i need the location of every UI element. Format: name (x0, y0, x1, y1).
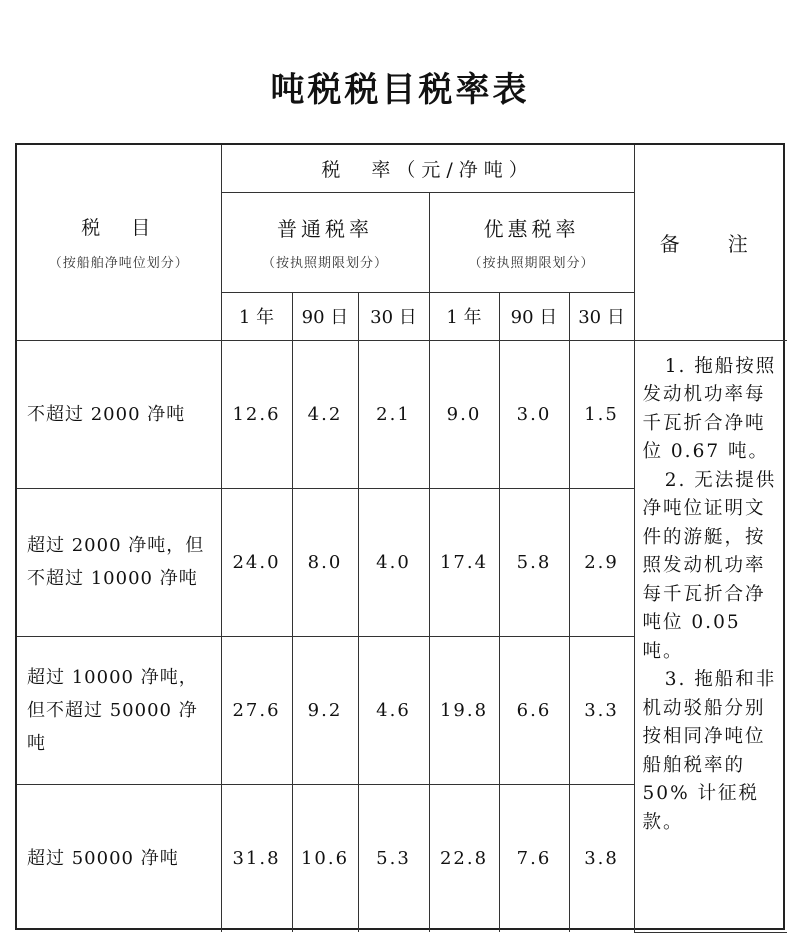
row-category: 超过 50000 净吨 (17, 784, 221, 932)
rate-cell: 24.0 (221, 488, 292, 636)
remark-item: 1. 拖船按照发动机功率每千瓦折合净吨位 0.67 吨。 (642, 355, 777, 462)
rate-cell: 6.6 (499, 636, 569, 784)
period-preferential-30d: 30 日 (569, 292, 634, 340)
rate-cell: 12.6 (221, 340, 292, 488)
rate-cell: 5.3 (358, 784, 429, 932)
row-category: 超过 10000 净吨，但不超过 50000 净吨 (17, 636, 221, 784)
rate-cell: 7.6 (499, 784, 569, 932)
rate-cell: 5.8 (499, 488, 569, 636)
rate-cell: 9.2 (292, 636, 358, 784)
rate-cell: 2.1 (358, 340, 429, 488)
rate-cell: 4.0 (358, 488, 429, 636)
table-row (17, 340, 787, 488)
rate-cell: 9.0 (429, 340, 499, 488)
rate-cell: 4.6 (358, 636, 429, 784)
rate-cell: 4.2 (292, 340, 358, 488)
header-normal-label: 普通税率 (277, 217, 373, 241)
rate-cell: 2.9 (569, 488, 634, 636)
rate-cell: 19.8 (429, 636, 499, 784)
remark-item: 2. 无法提供净吨位证明文件的游艇，按照发动机功率每千瓦折合净吨位 0.05 吨。 (642, 469, 777, 662)
period-normal-90d: 90 日 (292, 292, 358, 340)
row-category: 超过 2000 净吨，但不超过 10000 净吨 (17, 488, 221, 636)
rate-cell: 3.0 (499, 340, 569, 488)
rate-cell: 1.5 (569, 340, 634, 488)
page-title: 吨税税目税率表 (270, 70, 530, 110)
period-normal-30d: 30 日 (358, 292, 429, 340)
rate-cell: 22.8 (429, 784, 499, 932)
rate-cell: 10.6 (292, 784, 358, 932)
rate-cell: 3.8 (569, 784, 634, 932)
rate-cell: 8.0 (292, 488, 358, 636)
rate-cell: 31.8 (221, 784, 292, 932)
header-preferential-label: 优惠税率 (483, 217, 580, 241)
tax-rate-table (15, 143, 785, 930)
header-preferential-sub: （按执照期限划分） (468, 256, 595, 271)
rate-cell: 17.4 (429, 488, 499, 636)
header-item-sub: （按船舶净吨位划分） (48, 256, 189, 272)
remark-item: 3. 拖船和非机动驳船分别按相同净吨位船舶税率的 50% 计征税款。 (642, 669, 777, 833)
row-category: 不超过 2000 净吨 (17, 340, 221, 488)
header-item-cell (17, 145, 221, 340)
header-item-label: 税 目 (81, 217, 157, 240)
period-preferential-90d: 90 日 (499, 292, 569, 340)
period-preferential-1y: 1 年 (429, 292, 499, 340)
rate-cell: 3.3 (569, 636, 634, 784)
header-remark-label: 备 注 (634, 145, 787, 340)
header-normal-sub: （按执照期限划分） (261, 256, 388, 271)
remarks-cell (634, 340, 787, 932)
period-normal-1y: 1 年 (221, 292, 292, 340)
header-normal-rate (221, 192, 429, 292)
header-preferential-rate (429, 192, 634, 292)
header-rate-label: 税 率（元/净吨） (221, 145, 634, 192)
rate-cell: 27.6 (221, 636, 292, 784)
